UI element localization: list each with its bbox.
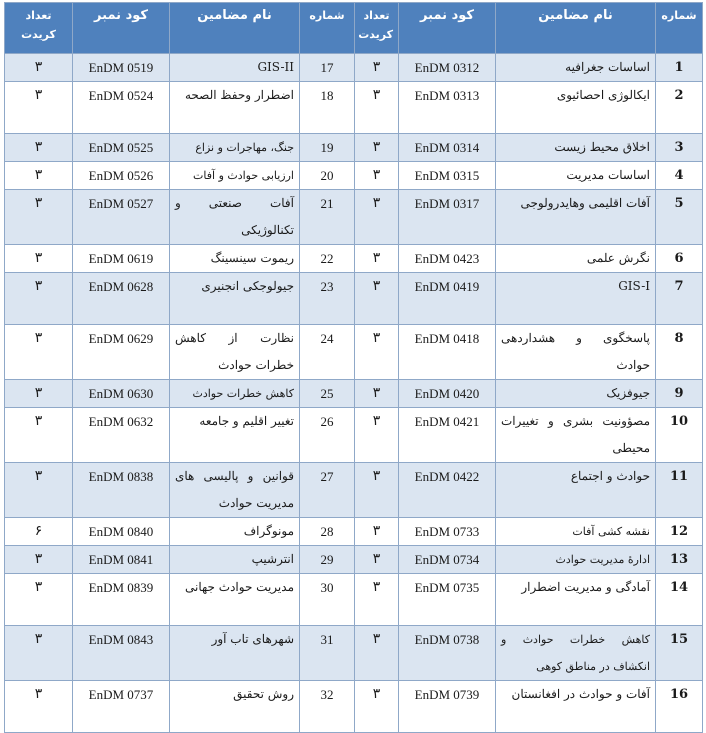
subject-code: EnDM 0733 [399,518,496,546]
subject-name: GIS-I [496,273,656,325]
row-number: 24 [300,325,355,380]
row-number: 8 [656,325,703,380]
credit-count: ۳ [5,574,73,626]
subject-code: EnDM 0525 [73,134,170,162]
credit-count: ۳ [355,574,399,626]
row-number: 14 [656,574,703,626]
credit-count: ۳ [355,134,399,162]
credit-count: ۳ [355,190,399,245]
credit-count: ۳ [355,82,399,134]
header-subject: نام مضامین [170,3,300,54]
row-number: 23 [300,273,355,325]
subject-name: آفات صنعتی و تکنالوژیکی [170,190,300,245]
row-number: 27 [300,463,355,518]
row-number: 30 [300,574,355,626]
header-subject: نام مضامین [496,3,656,54]
credit-count: ۳ [5,82,73,134]
subject-name: ارزیابی حوادث و آفات [170,162,300,190]
subject-code: EnDM 0312 [399,54,496,82]
header-row-no: شماره [656,3,703,54]
subject-name: آفات و حوادث در افغانستان [496,681,656,733]
subject-code: EnDM 0838 [73,463,170,518]
subject-name: نقشه کشی آفات [496,518,656,546]
subject-name: آفات اقلیمی وهایدرولوجی [496,190,656,245]
curriculum-table [4,2,703,733]
row-number: 25 [300,380,355,408]
subject-name: جیولوجکی انجنیری [170,273,300,325]
credit-count: ۳ [5,134,73,162]
subject-name: اضطرار وحفظ الصحه [170,82,300,134]
credit-count: ۳ [355,245,399,273]
row-number: 12 [656,518,703,546]
table-row [5,190,703,245]
row-number: 6 [656,245,703,273]
credit-count: ۳ [5,325,73,380]
header-code: کود نمبر [399,3,496,54]
credit-count: ۶ [5,518,73,546]
table-row [5,54,703,82]
row-number: 28 [300,518,355,546]
subject-name: ریموت سینسینگ [170,245,300,273]
credit-count: ۳ [355,681,399,733]
credit-count: ۳ [5,681,73,733]
table-row [5,134,703,162]
row-number: 4 [656,162,703,190]
table-row [5,463,703,518]
subject-name: پاسخگوی و هشداردهی حوادث [496,325,656,380]
subject-name: اساسات مدیریت [496,162,656,190]
table-row [5,325,703,380]
subject-name: ادارهٔ مدیریت حوادث [496,546,656,574]
subject-name: نظارت از کاهش خطرات حوادث [170,325,300,380]
subject-code: EnDM 0738 [399,626,496,681]
subject-code: EnDM 0421 [399,408,496,463]
subject-code: EnDM 0313 [399,82,496,134]
subject-code: EnDM 0628 [73,273,170,325]
subject-code: EnDM 0314 [399,134,496,162]
subject-code: EnDM 0423 [399,245,496,273]
subject-code: EnDM 0419 [399,273,496,325]
subject-code: EnDM 0735 [399,574,496,626]
credit-count: ۳ [5,463,73,518]
credit-count: ۳ [355,162,399,190]
row-number: 15 [656,626,703,681]
subject-name: آمادگی و مدیریت اضطرار [496,574,656,626]
row-number: 29 [300,546,355,574]
credit-count: ۳ [355,273,399,325]
subject-name: GIS-II [170,54,300,82]
header-row-no: شماره [300,3,355,54]
credit-count: ۳ [5,546,73,574]
subject-name: شهرهای تاب آور [170,626,300,681]
subject-name: تغییر اقلیم و جامعه [170,408,300,463]
table-row [5,518,703,546]
credit-count: ۳ [355,518,399,546]
credit-count: ۳ [355,463,399,518]
subject-code: EnDM 0619 [73,245,170,273]
credit-count: ۳ [5,245,73,273]
row-number: 21 [300,190,355,245]
subject-code: EnDM 0841 [73,546,170,574]
row-number: 3 [656,134,703,162]
row-number: 26 [300,408,355,463]
credit-count: ۳ [355,408,399,463]
row-number: 1 [656,54,703,82]
credit-count: ۳ [355,325,399,380]
credit-count: ۳ [355,54,399,82]
header-credits: تعداد کریدت [5,3,73,54]
credit-count: ۳ [355,626,399,681]
table-row [5,574,703,626]
subject-code: EnDM 0422 [399,463,496,518]
row-number: 20 [300,162,355,190]
row-number: 10 [656,408,703,463]
row-number: 18 [300,82,355,134]
subject-name: حوادث و اجتماع [496,463,656,518]
subject-code: EnDM 0630 [73,380,170,408]
subject-name: انترشیپ [170,546,300,574]
table-row [5,273,703,325]
subject-code: EnDM 0839 [73,574,170,626]
credit-count: ۳ [5,190,73,245]
subject-code: EnDM 0524 [73,82,170,134]
row-number: 2 [656,82,703,134]
subject-code: EnDM 0843 [73,626,170,681]
header-credits: تعداد کریدت [355,3,399,54]
row-number: 17 [300,54,355,82]
subject-code: EnDM 0418 [399,325,496,380]
credit-count: ۳ [5,54,73,82]
subject-name: مدیریت حوادث جهانی [170,574,300,626]
subject-name: کاهش خطرات حوادث و انکشاف در مناطق کوهی [496,626,656,681]
subject-code: EnDM 0734 [399,546,496,574]
table-row [5,408,703,463]
header-code: کود نمبر [73,3,170,54]
subject-code: EnDM 0317 [399,190,496,245]
row-number: 13 [656,546,703,574]
table-row [5,245,703,273]
header-row [5,3,703,54]
subject-name: مصؤونیت بشری و تغییرات محیطی [496,408,656,463]
subject-code: EnDM 0315 [399,162,496,190]
credit-count: ۳ [355,546,399,574]
credit-count: ۳ [5,380,73,408]
subject-name: جیوفزیک [496,380,656,408]
credit-count: ۳ [5,273,73,325]
table-row [5,626,703,681]
subject-name: اخلاق محیط زیست [496,134,656,162]
subject-name: مونوگراف [170,518,300,546]
table-row [5,546,703,574]
credit-count: ۳ [5,626,73,681]
row-number: 31 [300,626,355,681]
table-row [5,380,703,408]
subject-name: کاهش خطرات حوادث [170,380,300,408]
subject-code: EnDM 0737 [73,681,170,733]
subject-name: ایکالوژی احصائیوی [496,82,656,134]
subject-name: نگرش علمی [496,245,656,273]
subject-name: قوانین و پالیسی های مدیریت حوادث [170,463,300,518]
subject-code: EnDM 0632 [73,408,170,463]
row-number: 22 [300,245,355,273]
table-row [5,82,703,134]
credit-count: ۳ [5,408,73,463]
subject-code: EnDM 0519 [73,54,170,82]
subject-code: EnDM 0629 [73,325,170,380]
row-number: 19 [300,134,355,162]
credit-count: ۳ [355,380,399,408]
row-number: 11 [656,463,703,518]
subject-code: EnDM 0527 [73,190,170,245]
table-row [5,162,703,190]
subject-code: EnDM 0420 [399,380,496,408]
subject-name: روش تحقیق [170,681,300,733]
credit-count: ۳ [5,162,73,190]
subject-code: EnDM 0840 [73,518,170,546]
subject-name: جنگ، مهاجرات و نزاع [170,134,300,162]
row-number: 16 [656,681,703,733]
row-number: 9 [656,380,703,408]
row-number: 7 [656,273,703,325]
row-number: 32 [300,681,355,733]
subject-name: اساسات جغرافیه [496,54,656,82]
subject-code: EnDM 0526 [73,162,170,190]
row-number: 5 [656,190,703,245]
subject-code: EnDM 0739 [399,681,496,733]
